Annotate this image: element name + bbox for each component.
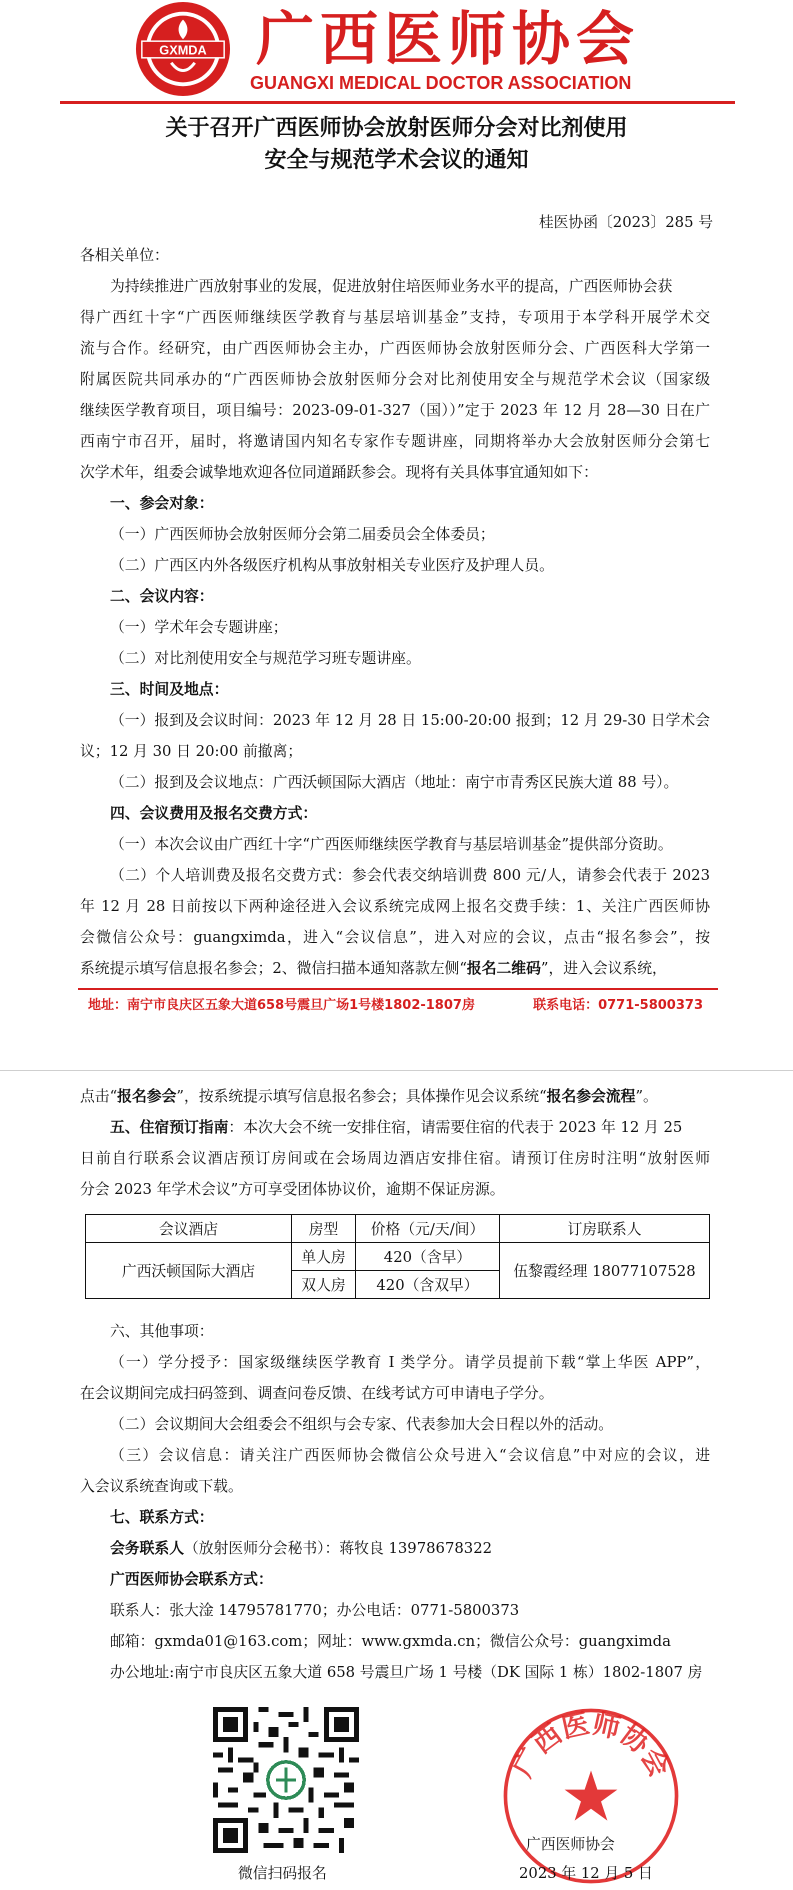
text-run: （放射医师分会秘书）：蒋牧良 13978678322 <box>184 1540 493 1557</box>
section-heading: 二、会议内容： <box>110 588 214 605</box>
list-item: （二）广西区内外各级医疗机构从事放射相关专业医疗及护理人员。 <box>110 557 554 574</box>
table-header-cell: 价格（元/天/间） <box>356 1215 500 1243</box>
section-heading: 一、参会对象： <box>110 495 214 512</box>
table-header-cell: 房型 <box>292 1215 356 1243</box>
qr-caption: 微信扫码报名 <box>238 1865 327 1882</box>
document-number: 桂医协函〔2023〕285 号 <box>538 214 713 231</box>
text-run: ：本次大会不统一安排住宿，请需要住宿的代表于 2023 年 12 月 25 <box>228 1119 683 1136</box>
contact-line <box>110 1533 492 1564</box>
paragraph-line: 分会 2023 年学术会议”方可享受团体协议价，逾期不保证房源。 <box>80 1181 505 1198</box>
list-item: （二）对比剂使用安全与规范学习班专题讲座。 <box>110 650 421 667</box>
text-run: ”，按系统提示填写信息报名参会；具体操作见会议系统“ <box>176 1088 547 1105</box>
price-cell: 420（含早） <box>356 1243 500 1271</box>
table-header-cell: 订房联系人 <box>500 1215 710 1243</box>
intro-line: 得广西红十字“广西医师继续医学教育与基层培训基金”支持，专项用于本学科开展学术交 <box>80 309 710 326</box>
hotel-table <box>85 1214 710 1299</box>
paragraph-line <box>110 1112 682 1143</box>
table-header-row <box>86 1215 710 1243</box>
hotel-name-cell: 广西沃顿国际大酒店 <box>86 1243 292 1299</box>
official-seal <box>500 1705 682 1887</box>
text-run: ”。 <box>635 1088 658 1105</box>
list-item: （一）学分授予：国家级继续医学教育 I 类学分。请学员提前下载“掌上华医 APP”， <box>110 1354 710 1371</box>
signature-org: 广西医师协会 <box>526 1836 615 1853</box>
list-item: 议；12 月 30 日 20:00 前撤离； <box>80 743 303 760</box>
paragraph-line: 日前自行联系会议酒店预订房间或在会场周边酒店安排住宿。请预订住房时注明“放射医师 <box>80 1150 710 1167</box>
list-item: （二）报到及会议地点：广西沃顿国际大酒店（地址：南宁市青秀区民族大道 88 号）。 <box>110 774 679 791</box>
org-name-cn: 广西医师协会 <box>256 5 641 73</box>
salutation: 各相关单位： <box>80 247 169 264</box>
svg-text:广西医师协会: 广西医师协会 <box>507 1708 675 1783</box>
org-name-en: GUANGXI MEDICAL DOCTOR ASSOCIATION <box>250 73 632 93</box>
list-item: （三）会议信息：请关注广西医师协会微信公众号进入“会议信息”中对应的会议，进 <box>110 1447 710 1464</box>
list-item: （一）广西医师协会放射医师分会第二届委员会全体委员； <box>110 526 495 543</box>
notice-title-line1: 关于召开广西医师协会放射医师分会对比剂使用 <box>165 115 628 141</box>
contact-line: 邮箱：gxmda01@163.com；网址：www.gxmda.cn；微信公众号：guangximda <box>110 1633 671 1650</box>
section-heading: 四、会议费用及报名交费方式： <box>110 805 318 822</box>
intro-line: 为持续推进广西放射事业的发展，促进放射住培医师业务水平的提高，广西医师协会获 <box>110 278 673 295</box>
room-type-cell: 双人房 <box>292 1271 356 1299</box>
list-item: （一）本次会议由广西红十字“广西医师继续医学教育与基层培训基金”提供部分资助。 <box>110 836 673 853</box>
list-item <box>80 953 667 984</box>
footer-divider <box>78 988 718 990</box>
table-row <box>86 1243 710 1271</box>
page-break <box>0 1070 793 1071</box>
paragraph-line <box>80 1081 658 1112</box>
text-run: 点击“ <box>80 1088 118 1105</box>
section-heading: 六、其他事项： <box>110 1323 214 1340</box>
qr-reference: 报名二维码 <box>466 960 541 977</box>
intro-line: 西南宁市召开，届时，将邀请国内知名专家作专题讲座，同期将举办大会放射医师分会第七 <box>80 433 710 450</box>
register-link-text: 报名参会 <box>117 1088 177 1105</box>
signature-date: 2023 年 12 月 5 日 <box>519 1865 653 1882</box>
text-run: ”，进入会议系统， <box>540 960 667 977</box>
header-divider <box>60 101 735 104</box>
table-header-cell: 会议酒店 <box>86 1215 292 1243</box>
section-heading: 五、住宿预订指南 <box>110 1119 229 1136</box>
assoc-contact-heading: 广西医师协会联系方式： <box>110 1571 273 1588</box>
contact-label: 会务联系人 <box>110 1540 184 1557</box>
contact-line: 办公地址:南宁市良庆区五象大道 658 号震旦广场 1 号楼（DK 国际 1 栋）1802-1807 房 <box>110 1664 703 1681</box>
footer-address: 地址：南宁市良庆区五象大道658号震旦广场1号楼1802-1807房 <box>88 998 475 1013</box>
list-item: 年 12 月 28 日前按以下两种途径进入会议系统完成网上报名交费手续：1、关注广西医师协 <box>80 898 710 915</box>
registration-qr-code[interactable] <box>213 1707 359 1853</box>
list-item: 在会议期间完成扫码签到、调查问卷反馈、在线考试方可申请电子学分。 <box>80 1385 554 1402</box>
intro-line: 流与合作。经研究，由广西医师协会主办，广西医师协会放射医师分会、广西医科大学第一 <box>80 340 710 357</box>
footer-phone: 联系电话：0771-5800373 <box>533 998 703 1013</box>
price-cell: 420（含双早） <box>356 1271 500 1299</box>
register-flow-text: 报名参会流程 <box>546 1088 636 1105</box>
text-run: 系统提示填写信息报名参会；2、微信扫描本通知落款左侧“ <box>80 960 467 977</box>
svg-text:GXMDA: GXMDA <box>159 42 207 58</box>
room-type-cell: 单人房 <box>292 1243 356 1271</box>
list-item: （一）学术年会专题讲座； <box>110 619 288 636</box>
gxmda-logo <box>134 0 232 98</box>
contact-cell: 伍黎霞经理 18077107528 <box>500 1243 710 1299</box>
list-item: 入会议系统查询或下载。 <box>80 1478 243 1495</box>
intro-line: 次学术年，组委会诚挚地欢迎各位同道踊跃参会。现将有关具体事宜通知如下： <box>80 464 598 481</box>
notice-title-line2: 安全与规范学术会议的通知 <box>264 147 529 173</box>
list-item: （二）个人培训费及报名交费方式：参会代表交纳培训费 800 元/人，请参会代表于 2023 <box>110 867 710 884</box>
intro-line: 附属医院共同承办的“广西医师协会放射医师分会对比剂使用安全与规范学术会议（国家级 <box>80 371 710 388</box>
list-item: 会微信公众号：guangximda，进入“会议信息”，进入对应的会议，点击“报名参会”，按 <box>80 929 710 946</box>
section-heading: 七、联系方式： <box>110 1509 214 1526</box>
intro-line: 继续医学教育项目，项目编号：2023-09-01-327（国））”定于 2023 年 12 月 28—30 日在广 <box>80 402 710 419</box>
list-item: （一）报到及会议时间：2023 年 12 月 28 日 15:00-20:00 报到；12 月 29-30 日学术会 <box>110 712 710 729</box>
list-item: （二）会议期间大会组委会不组织与会专家、代表参加大会日程以外的活动。 <box>110 1416 614 1433</box>
contact-line: 联系人：张大淦 14795781770；办公电话：0771-5800373 <box>110 1602 520 1619</box>
section-heading: 三、时间及地点： <box>110 681 229 698</box>
